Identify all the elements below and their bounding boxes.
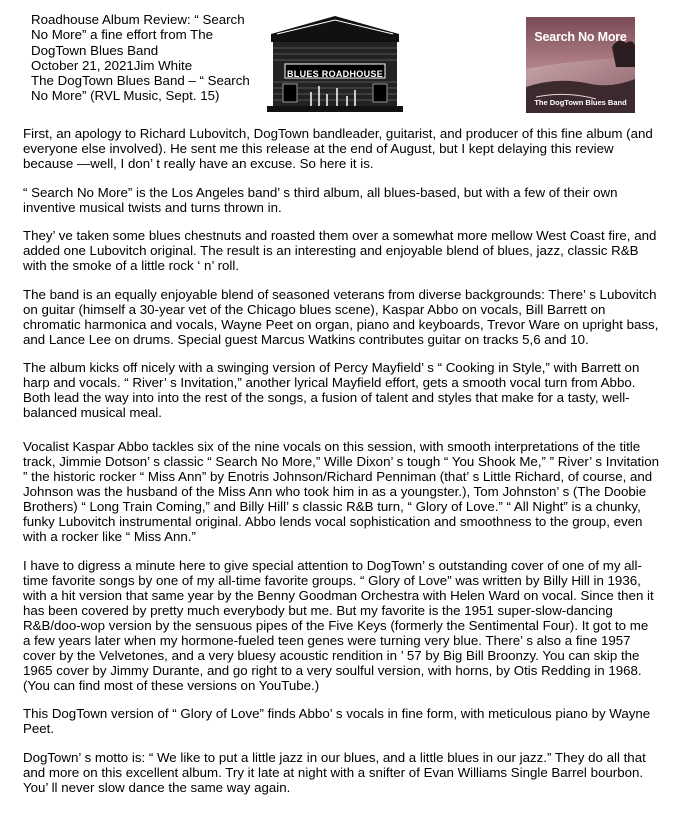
- header-line: No More” a fine effort from The: [31, 27, 214, 43]
- header-line: No More” (RVL Music, Sept. 15): [31, 88, 220, 104]
- article-paragraph: I have to digress a minute here to give special attention to DogTown’ s outstanding cover of one of my all-time favorite songs by one of my all-time favorite groups. “ Glory of Love” was written by Billy Hill in 1936, with a hit version that same year by the Benny Goodman Orchestra with Helen Ward on vocal. Since then it has been covered by pretty much everybody but me. But my favorite is the 1951 super-slow-dancing R&B/doo-wop version by the sensuous pipes of the Five Keys (formerly the Sentimental Four). It got to me a few years later when my hormone-fueled teen genes were turning very blue. There’ s also a fine 1957 cover by the Velvetones, and a very bluesy acoustic rendition in ’ 57 by Big Bill Broonzy. You can skip the 1965 cover by Jimmy Durante, and go right to a very soulful version, with horns, by Otis Redding in 1968. (You can find most of these versions on YouTube.): [23, 557, 654, 693]
- article-paragraph: First, an apology to Richard Lubovitch, DogTown bandleader, guitarist, and producer of this fine album (and everyone else involved). He sent me this release at the end of August, but I kept delaying this review because —well, I don’ t really have an excuse. So here it is.: [23, 126, 653, 171]
- header-line: The DogTown Blues Band – “ Search: [31, 73, 250, 89]
- article-paragraph: DogTown’ s motto is: “ We like to put a little jazz in our blues, and a little blues in our jazz.” They do all that and more on this excellent album. Try it late at night with a snifter of Evan Williams Single Barrel bourbon. You’ ll never slow dance the same way again.: [23, 749, 646, 795]
- article-paragraph: They’ ve taken some blues chestnuts and roasted them over a somewhat more mellow West Coast fire, and added one Lubovitch original. The result is an interesting and enjoyable blend of blues, jazz, classic R&B with the smoke of a little rock ‘ n’ roll.: [23, 228, 657, 273]
- blues-roadhouse-logo: [267, 12, 403, 112]
- article-body: [23, 126, 659, 808]
- header-date-author: October 21, 2021Jim White: [31, 57, 193, 73]
- album-cover-image: [526, 17, 635, 113]
- logo-sign-text: BLUES ROADHOUSE: [286, 69, 383, 79]
- album-cover-title: Search No More: [534, 30, 627, 44]
- header-line: Roadhouse Album Review: “ Search: [31, 12, 245, 27]
- album-cover-band: The DogTown Blues Band: [534, 98, 627, 107]
- article-paragraph: Vocalist Kaspar Abbo tackles six of the nine vocals on this session, with smooth interpretations of the title track, Jimmie Dotson’ s classic “ Search No More,” Wille Dixon’ s tough “ You Shook Me,” ” River’ s Invitation ” the historic rocker “ Miss Ann” by Enotris Johnson/Richard Penniman (that’ s Little Richard, of course, and Johnson was the husband of the Miss Ann who took him in as a youngster.), Tom Johnston’ s (The Doobie Brothers) “ Long Train Coming,” and Billy Hill’ s classic R&B turn, “ Glory of Love.” “ All Night” is a chunky, funky Lubovitch instrumental original. Abbo lends vocal sophistication and smoothness to the group, even with a rocker like “ Miss Ann.”: [23, 439, 659, 544]
- roadhouse-building-icon: [267, 12, 403, 112]
- article-paragraph: The band is an equally enjoyable blend of seasoned veterans from diverse backgrounds: There’ s Lubovitch on guitar (himself a 30-year vet of the Chicago blues scene), Kaspar Abbo on vocals, Bill Barrett on chromatic harmonica and vocals, Wayne Peet on organ, piano and keyboards, Trevor Ware on upright bass, and Lance Lee on drums. Special guest Marcus Watkins contributes guitar on tracks 5,6 and 10.: [23, 286, 659, 347]
- header-line: DogTown Blues Band: [31, 42, 159, 58]
- article-header: [31, 12, 266, 104]
- article-paragraph: The album kicks off nicely with a swinging version of Percy Mayfield’ s “ Cooking in Style,” with Barrett on harp and vocals. “ River’ s Invitation,” another lyrical Mayfield effort, gets a smooth vocal turn from Abbo. Both lead the way into into the rest of the songs, a fusion of talent and styles that make for a tasty, well-balanced musical meal.: [23, 360, 640, 420]
- article-paragraph: “ Search No More” is the Los Angeles band’ s third album, all blues-based, but with a few of their own inventive musical twists and turns thrown in.: [23, 184, 618, 215]
- article-paragraph: This DogTown version of “ Glory of Love” finds Abbo’ s vocals in fine form, with meticulous piano by Wayne Peet.: [23, 706, 651, 736]
